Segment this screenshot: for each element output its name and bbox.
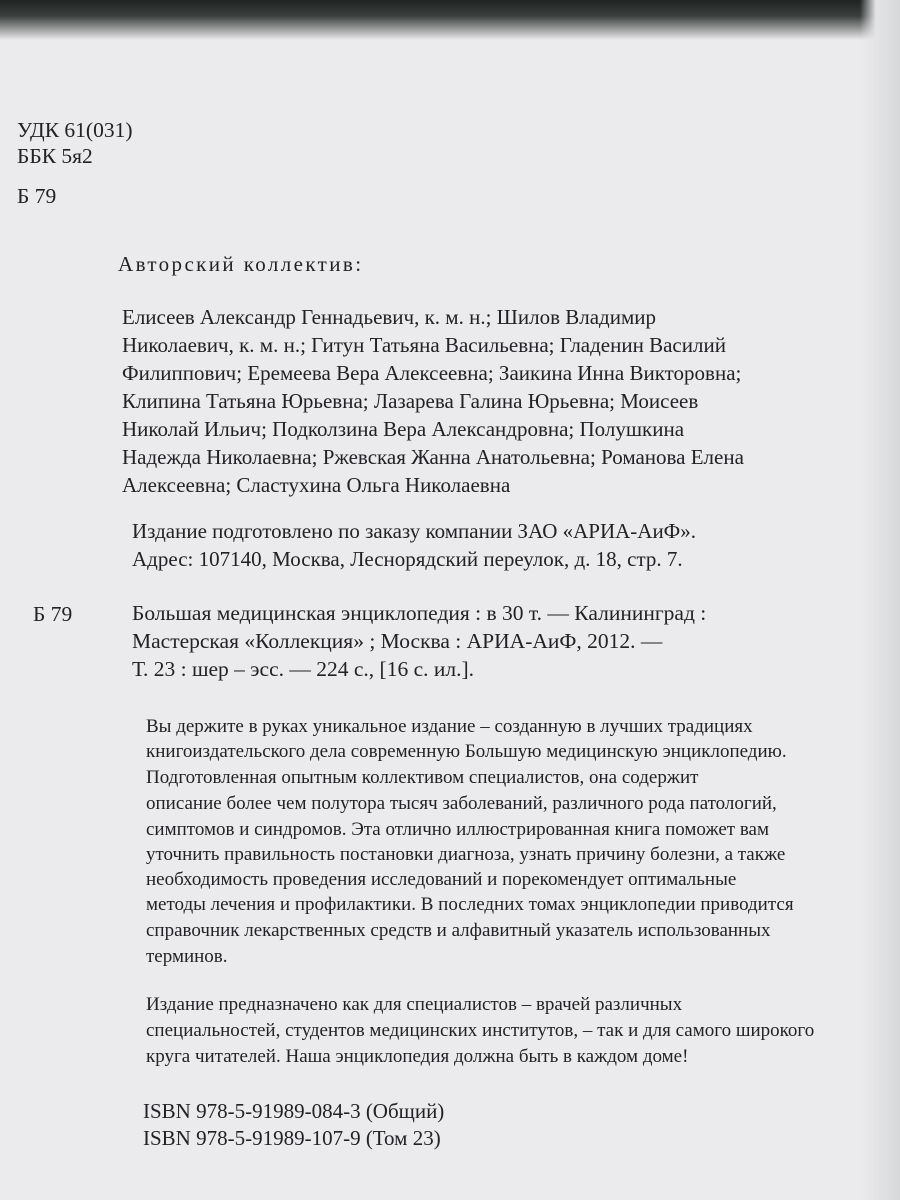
catalog-mark: Б 79	[33, 602, 73, 626]
audience-line: специальностей, студентов медицинских институтов, – так и для самого широкого	[146, 1020, 815, 1041]
audience-line: Издание предназначено как для специалистов – врачей различных	[146, 994, 683, 1015]
publisher-line: Адрес: 107140, Москва, Леснорядский переулок, д. 18, стр. 7.	[132, 547, 683, 571]
page-top-shadow	[0, 0, 900, 40]
authors-line: Николаевич, к. м. н.; Гитун Татьяна Васильевна; Гладенин Василий	[122, 333, 726, 357]
authors-line: Клипина Татьяна Юрьевна; Лазарева Галина Юрьевна; Моисеев	[122, 389, 699, 413]
authors-line: Алексеевна; Сластухина Ольга Николаевна	[122, 473, 511, 497]
description-line: книгоиздательского дела современную Большую медицинскую энциклопедию.	[146, 741, 787, 762]
audience-line: круга читателей. Наша энциклопедия должна быть в каждом доме!	[146, 1046, 689, 1067]
authors-line: Николай Ильич; Подколзина Вера Александровна; Полушкина	[122, 417, 685, 441]
bbk-code: ББК 5я2	[17, 144, 93, 168]
catalog-line: Большая медицинская энциклопедия : в 30 т. — Калининград :	[132, 601, 707, 625]
author-mark: Б 79	[17, 184, 57, 208]
catalog-line: Т. 23 : шер – эсс. — 224 с., [16 с. ил.].	[132, 657, 475, 681]
authors-heading: Авторский коллектив:	[118, 252, 364, 276]
isbn-line: ISBN 978-5-91989-084-3 (Общий)	[143, 1099, 445, 1123]
authors-line: Надежда Николаевна; Ржевская Жанна Анатольевна; Романова Елена	[122, 445, 744, 469]
description-line: терминов.	[146, 946, 228, 967]
description-line: Подготовленная опытным коллективом специалистов, она содержит	[146, 767, 699, 788]
description-line: справочник лекарственных средств и алфавитный указатель использованных	[146, 920, 771, 941]
publisher-line: Издание подготовлено по заказу компании ЗАО «АРИА-АиФ».	[132, 519, 697, 543]
description-line: необходимость проведения исследований и порекомендует оптимальные	[146, 869, 737, 890]
description-line: симптомов и синдромов. Эта отлично иллюстрированная книга поможет вам	[146, 819, 769, 840]
udc-code: УДК 61(031)	[17, 118, 133, 142]
authors-line: Елисеев Александр Геннадьевич, к. м. н.; Шилов Владимир	[122, 305, 656, 329]
page-right-edge	[860, 0, 900, 1200]
bleed-through-shadow	[40, 395, 76, 533]
catalog-line: Мастерская «Коллекция» ; Москва : АРИА-АиФ, 2012. —	[132, 629, 663, 653]
description-line: методы лечения и профилактики. В последних томах энциклопедии приводится	[146, 894, 794, 915]
isbn-line: ISBN 978-5-91989-107-9 (Том 23)	[143, 1126, 441, 1150]
authors-line: Филиппович; Еремеева Вера Алексеевна; Заикина Инна Викторовна;	[122, 361, 742, 385]
description-line: уточнить правильность постановки диагноза, узнать причину болезни, а также	[146, 844, 786, 865]
description-line: Вы держите в руках уникальное издание – созданную в лучших традициях	[146, 716, 753, 737]
description-line: описание более чем полутора тысяч заболеваний, различного рода патологий,	[146, 793, 777, 814]
